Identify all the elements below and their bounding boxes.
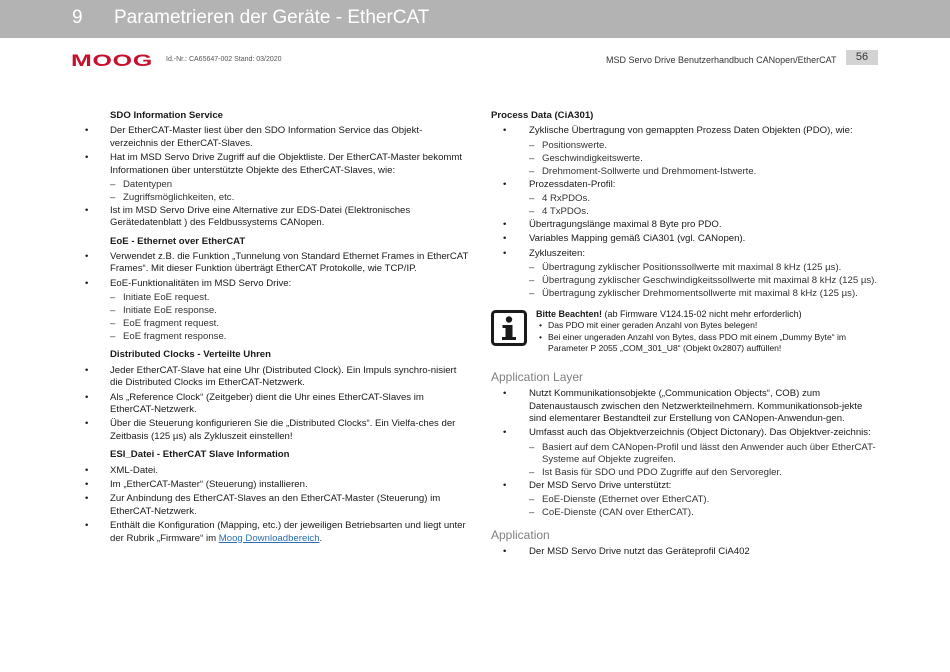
moog-logo [71,51,153,68]
list-item: • Hat im MSD Servo Drive Zugriff auf die Objektliste. Der EtherCAT-Master bekommt Informationen über unterstützte Objekte des EtherCAT-Slaves, wie: [84,152,469,177]
section-heading-process-data: Process Data (CiA301) [491,110,594,121]
sub-list-item: – Positionswerte. [491,140,881,152]
notice-heading [536,308,881,320]
sub-list-item: – Initiate EoE response. [84,305,469,317]
notice-title: Bitte Beachten! [536,309,603,320]
sub-list-item: – Datentypen [84,179,469,191]
list-item: • Variables Mapping gemäß CiA301 (vgl. CANopen). [491,233,881,245]
manual-title: MSD Servo Drive Benutzerhandbuch CANopen/EtherCAT [606,55,837,65]
list-item: • Der MSD Servo Drive unterstützt: [491,480,881,492]
sub-list-item: – Drehmoment-Sollwerte und Drehmoment-Istwerte. [491,166,881,178]
list-item: • Umfasst auch das Objektverzeichnis (Object Dictonary). Das Objektver-zeichnis: [491,427,881,439]
svg-text:MOOG: MOOG [71,51,153,68]
list-item: • Prozessdaten-Profil: [491,179,881,191]
sub-list-item: – 4 RxPDOs. [491,193,881,205]
chapter-number: 9 [72,7,83,28]
notice-item: • Bei einer ungeraden Anzahl von Bytes, dass PDO mit einem „Dummy Byte“ im Parameter P 2055 „COM_301_U8“ (Objekt 0x2807) auffüllen! [536,332,881,355]
list-item: • EoE-Funktionalitäten im MSD Servo Drive: [84,278,469,290]
chapter-title: Parametrieren der Geräte - EtherCAT [114,7,430,28]
list-item-text: Enthält die Konfiguration (Mapping, etc.) der jeweiligen Betriebsarten und liegt unter der Rubrik „Firmware“ im [110,520,466,544]
list-item: • Der EtherCAT-Master liest über den SDO Information Service das Objekt-verzeichnis der EtherCAT-Slaves. [84,125,469,150]
section-title-application: Application [491,527,550,542]
list-item: • Im „EtherCAT-Master“ (Steuerung) installieren. [84,479,469,491]
notice-item: • Das PDO mit einer geraden Anzahl von Bytes belegen! [536,320,881,331]
section-heading-distributed-clocks: Distributed Clocks - Verteilte Uhren [110,349,271,361]
moog-download-link[interactable]: Moog Downloadbereich [218,532,320,544]
right-column [491,110,881,560]
sub-list-item: – EoE-Dienste (Ethernet over EtherCAT). [491,494,881,506]
sub-list-item: – Übertragung zyklischer Positionssollwerte mit maximal 8 kHz (125 µs). [491,262,881,274]
list-item [84,520,469,545]
page-number: 56 [846,50,878,65]
sub-list-item: – CoE-Dienste (CAN over EtherCAT). [491,507,881,519]
sub-list-item: – EoE fragment response. [84,331,469,343]
list-item: • Nutzt Kommunikationsobjekte („Communication Objects“, COB) zum Datenaustausch zwischen den Netzwerkteilnehmern. Kommunikationsob-jekte sind elementarer Bestandteil zur Erstellung von CANopen-Anwendun-gen. [491,388,881,425]
list-item: • Jeder EtherCAT-Slave hat eine Uhr (Distributed Clock). Ein Impuls synchro-nisiert die Distributed Clocks im EtherCAT-Netzwerk. [84,365,469,390]
notice-box [491,308,881,362]
list-item: • Zur Anbindung des EtherCAT-Slaves an den EtherCAT-Master (Steuerung) im EtherCAT-Netzwerk. [84,493,469,518]
sub-list-item: – 4 TxPDOs. [491,206,881,218]
notice-title-note: (ab Firmware V124.15-02 nicht mehr erforderlich) [602,309,802,320]
info-icon [491,310,527,346]
document-id: Id.-Nr.: CA65647-002 Stand: 03/2020 [166,56,282,63]
sub-list-item: – EoE fragment request. [84,318,469,330]
list-item: • Über die Steuerung konfigurieren Sie die „Distributed Clocks“. Ein Vielfa-ches der Zeitbasis (125 µs) als Zykluszeit einstellen! [84,418,469,443]
notice-text [536,308,881,354]
left-column [84,110,469,547]
list-item: • Der MSD Servo Drive nutzt das Geräteprofil CiA402 [491,546,881,558]
list-item: • Zyklische Übertragung von gemappten Prozess Daten Objekten (PDO), wie: [491,125,881,137]
section-title-application-layer: Application Layer [491,370,584,385]
chapter-header-bar [0,0,950,38]
section-heading-sdo: SDO Information Service [110,110,224,121]
sub-list-item: – Geschwindigkeitswerte. [491,153,881,165]
list-item-text: . [319,532,323,544]
list-item: • Ist im MSD Servo Drive eine Alternative zur EDS-Datei (Elektronisches Gerätedatenblatt ) des Feldbussystems CANopen. [84,205,469,230]
sub-list-item: – Übertragung zyklischer Drehmomentsollwerte mit maximal 8 kHz (125 µs). [491,288,881,300]
sub-list-item: – Initiate EoE request. [84,292,469,304]
section-heading-eoe: EoE - Ethernet over EtherCAT [110,235,246,247]
sub-list-item: – Zugriffsmöglichkeiten, etc. [84,192,469,204]
list-item: • XML-Datei. [84,465,469,477]
sub-list-item: – Basiert auf dem CANopen-Profil und lässt den Anwender auch über EtherCAT-Systeme auf Objekte zugreifen. [491,442,881,467]
sub-list-item: – Ist Basis für SDO und PDO Zugriffe auf den Servoregler. [491,467,881,479]
list-item: • Als „Reference Clock“ (Zeitgeber) dient die Uhr eines EtherCAT-Slaves im EtherCAT-Netzwerk. [84,392,469,417]
list-item: • Übertragungslänge maximal 8 Byte pro PDO. [491,219,881,231]
section-heading-esi: ESI_Datei - EtherCAT Slave Information [110,449,290,461]
list-item: • Zykluszeiten: [491,248,881,260]
list-item: • Verwendet z.B. die Funktion „Tunnelung von Standard Ethernet Frames in EtherCAT Frames“. Mit dieser Funktion überträgt EtherCAT Protokolle, wie TCP/IP. [84,251,469,276]
sub-list-item: – Übertragung zyklischer Geschwindigkeitssollwerte mit maximal 8 kHz (125 µs). [491,275,881,287]
